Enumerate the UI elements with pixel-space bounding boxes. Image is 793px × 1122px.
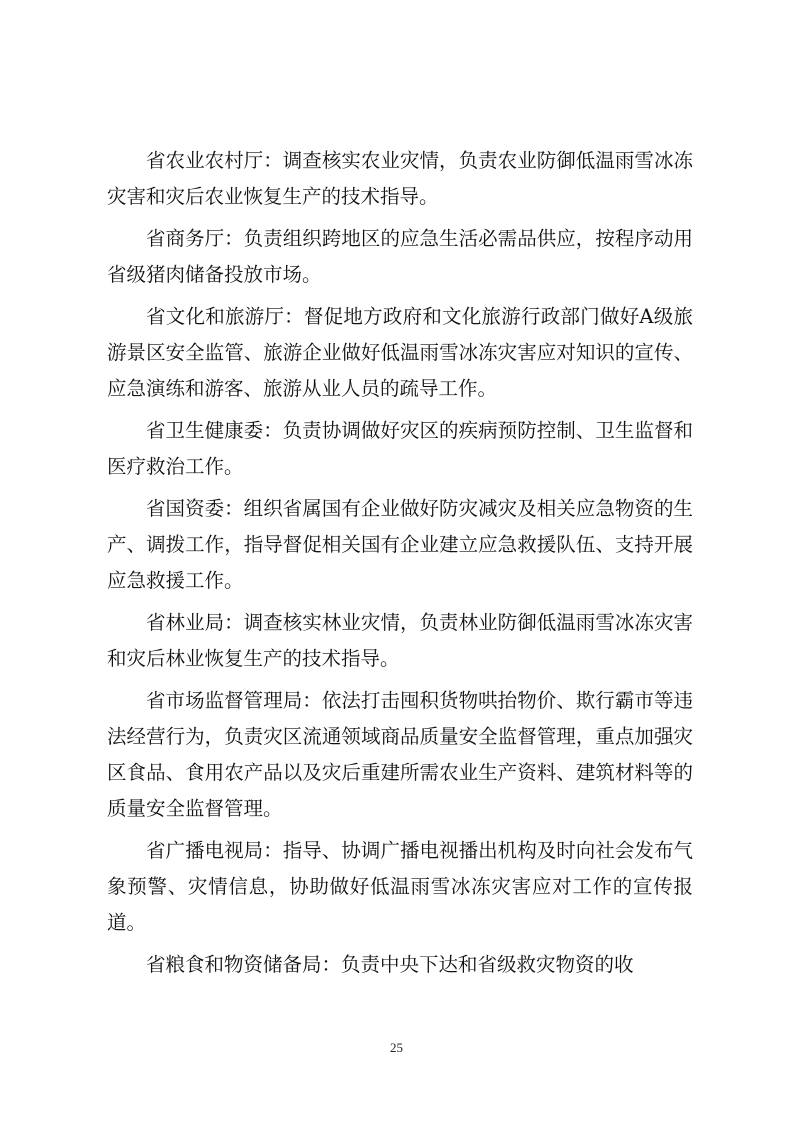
paragraph-grain-reserves: 省粮食和物资储备局：负责中央下达和省级救灾物资的收 (146, 953, 634, 976)
page-number: 25 (390, 1040, 403, 1055)
paragraph-sasac: 省国资委：组织省属国有企业做好防灾减灾及相关应急物资的生产、调拨工作，指导督促相关国有企业建立应急救援队伍、支持开展应急救援工作。 (107, 497, 693, 592)
paragraph-market-supervision: 省市场监督管理局：依法打击囤积货物哄抬物价、欺行霸市等违法经营行为，负责灾区流通领域商品质量安全监督管理，重点加强灾区食品、食用农产品以及灾后重建所需农业生产资料、建筑材料等的质量安全监督管理。 (107, 689, 693, 820)
paragraph-forestry: 省林业局：调查核实林业灾情，负责林业防御低温雨雪冰冻灾害和灾后林业恢复生产的技术指导。 (107, 611, 693, 670)
document-body (107, 143, 693, 989)
paragraph-health: 省卫生健康委：负责协调做好灾区的疾病预防控制、卫生监督和医疗救治工作。 (107, 419, 693, 478)
paragraph-radio-tv: 省广播电视局：指导、协调广播电视播出机构及时向社会发布气象预警、灾情信息，协助做好低温雨雪冰冻灾害应对工作的宣传报道。 (107, 839, 693, 934)
paragraph-agriculture: 省农业农村厅：调查核实农业灾情，负责农业防御低温雨雪冰冻灾害和灾后农业恢复生产的技术指导。 (107, 149, 693, 208)
paragraph-commerce: 省商务厅：负责组织跨地区的应急生活必需品供应，按程序动用省级猪肉储备投放市场。 (107, 227, 693, 286)
paragraph-culture-tourism: 省文化和旅游厅：督促地方政府和文化旅游行政部门做好A级旅游景区安全监管、旅游企业做好低温雨雪冰冻灾害应对知识的宣传、应急演练和游客、旅游从业人员的疏导工作。 (107, 305, 693, 400)
